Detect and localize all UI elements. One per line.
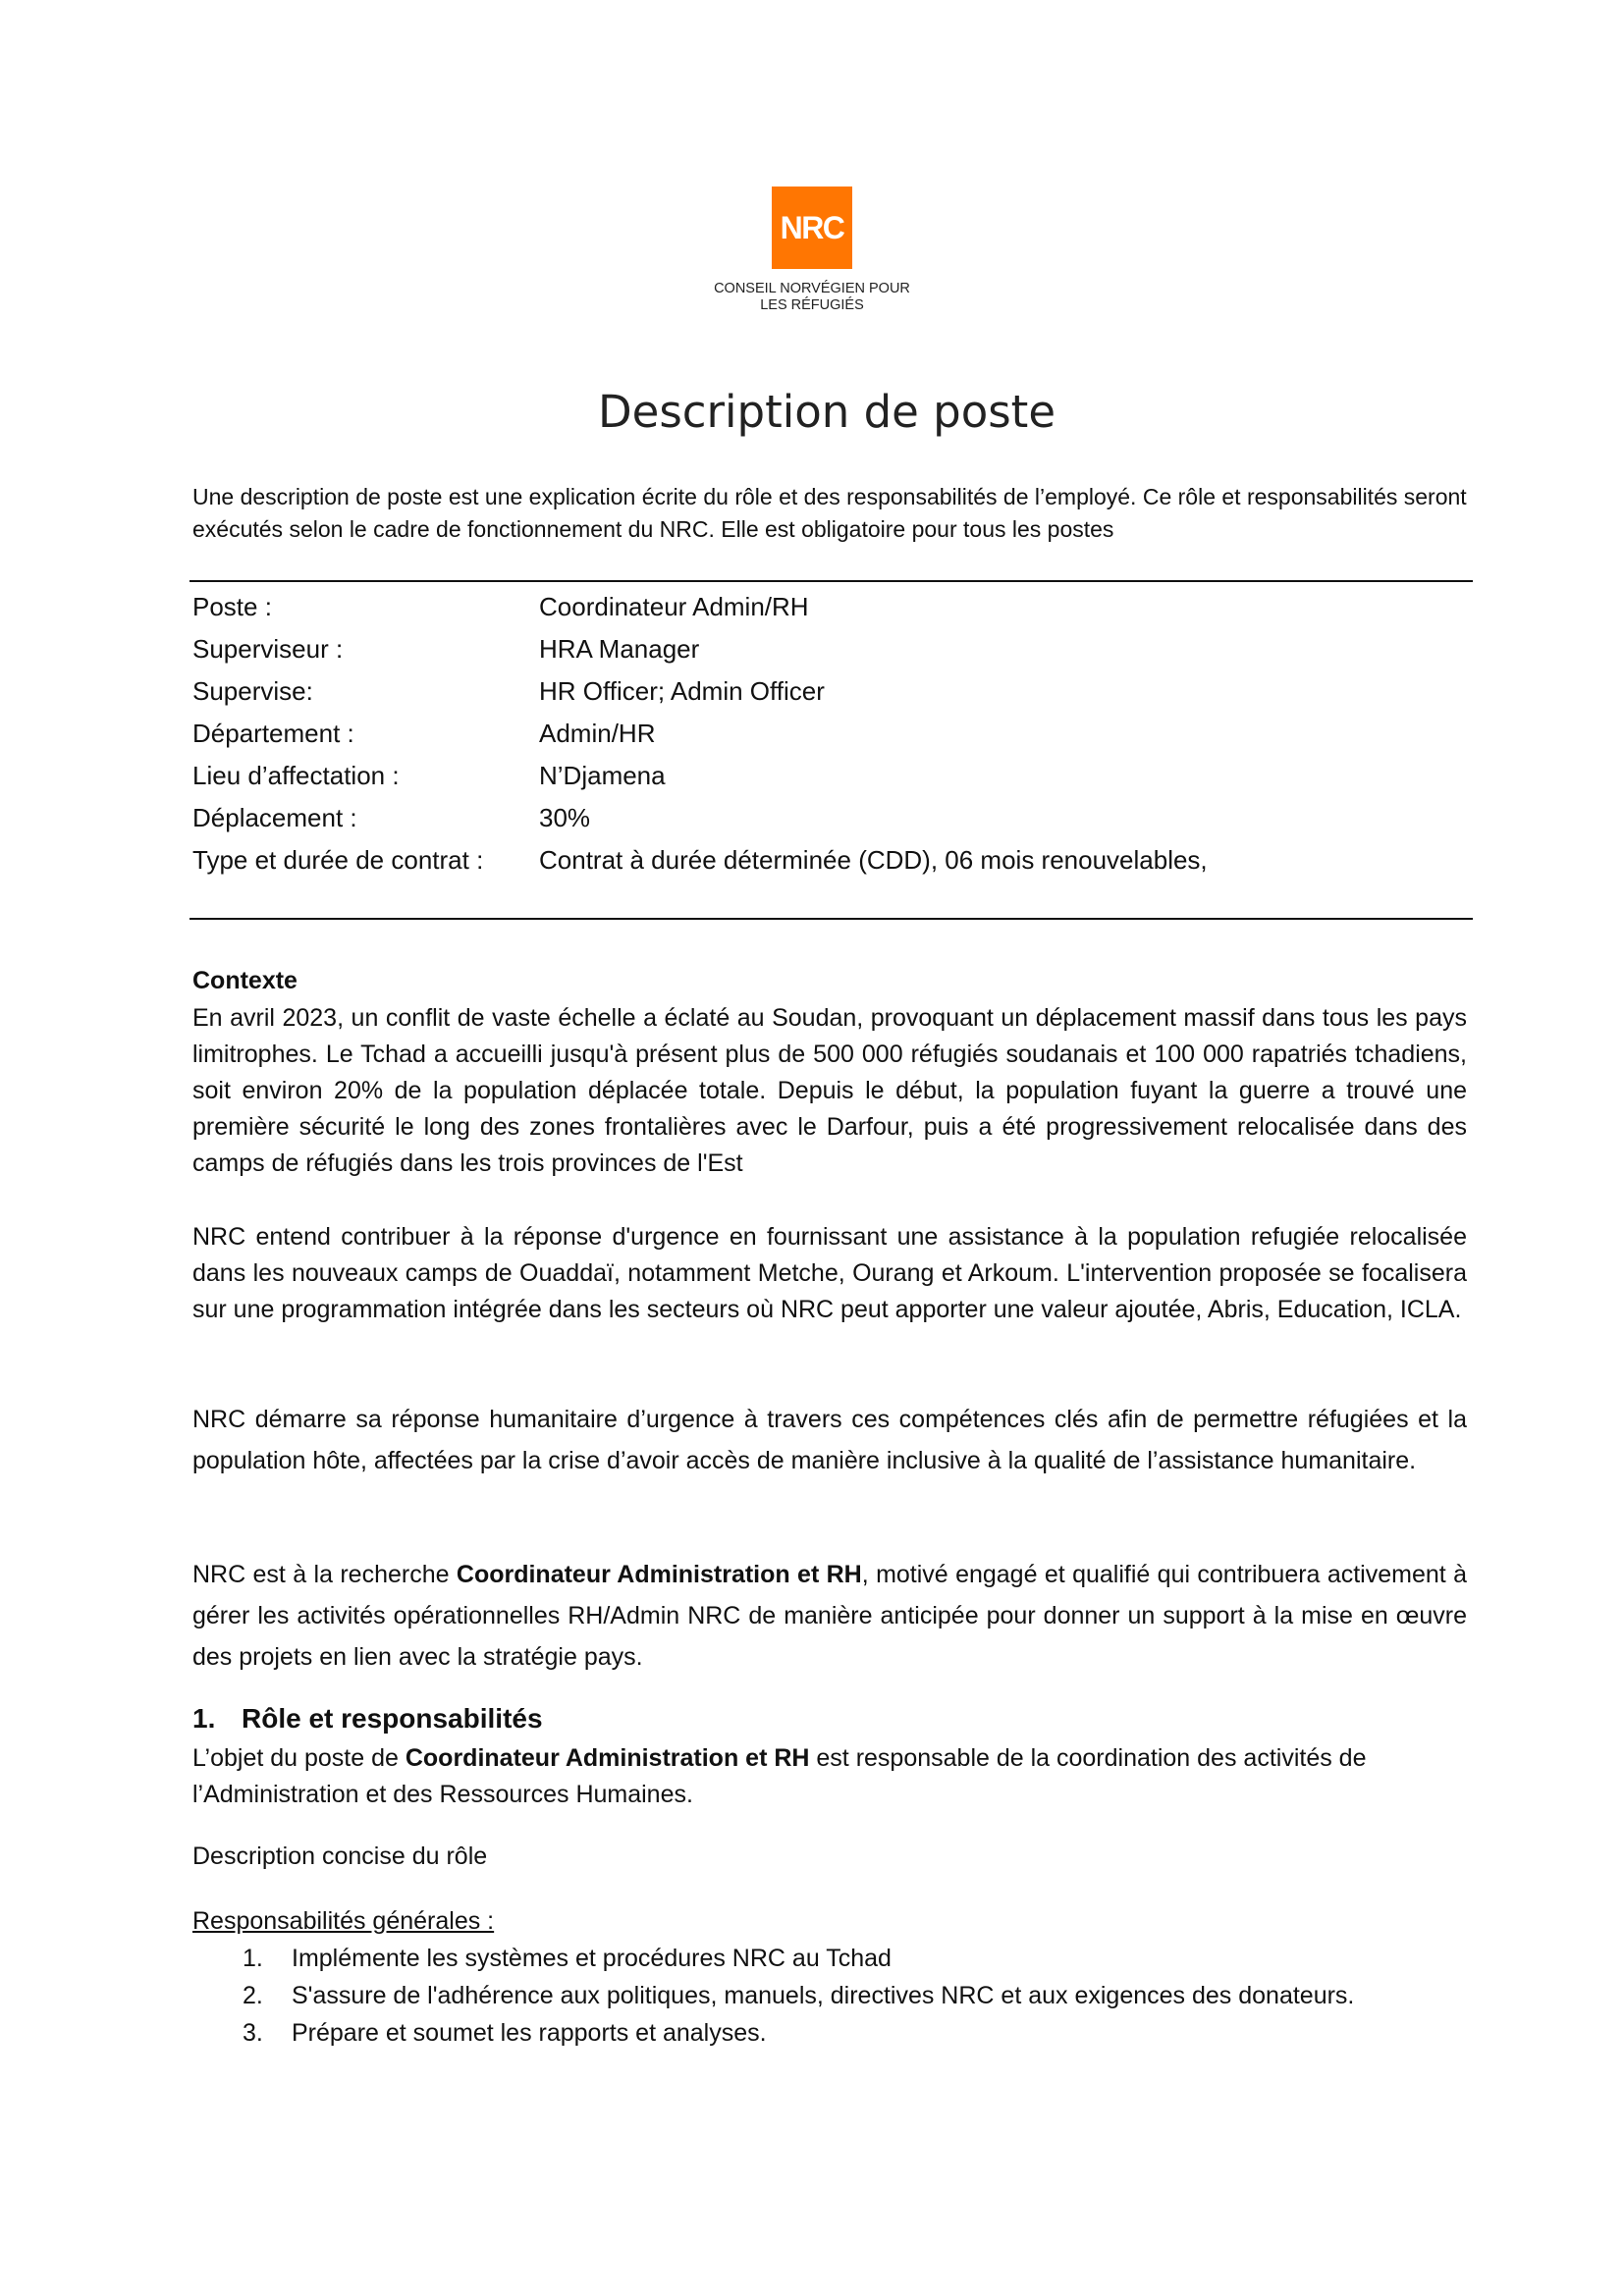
section-number: 1. <box>192 1703 216 1734</box>
concise-role-label: Description concise du rôle <box>192 1842 488 1870</box>
job-info-table <box>192 586 1208 881</box>
info-row <box>192 797 1208 839</box>
section-paragraph <box>192 1740 1467 1813</box>
context-p4-text: NRC est à la recherche <box>192 1561 457 1588</box>
context-p4-text: , motivé engagé et qualifié qui contribuera activement à gérer les activités opérationnelles RH/Admin NRC de manière anticipée pour donner un support à la mise en œuvre des projets en lien avec la stratégie pays. <box>192 1561 1467 1671</box>
info-row <box>192 755 1208 797</box>
list-item-number: 3. <box>243 2019 263 2047</box>
context-paragraph-1: En avril 2023, un conflit de vaste échelle a éclaté au Soudan, provoquant un déplacement massif dans tous les pays limitrophes. Le Tchad a accueilli jusqu'à présent plus de 500 000 réfugiés soudanais et 100 000 rapatriés tchadiens, soit environ 20% de la population déplacée totale. Depuis le début, la population fuyant la guerre a trouvé une première sécurité le long des zones frontalières avec le Darfour, puis a été progressivement relocalisée dans des camps de réfugiés dans les trois provinces de l'Est <box>192 1004 1467 1177</box>
divider-top <box>189 580 1473 582</box>
info-value: 30% <box>539 803 591 832</box>
context-paragraph-3: NRC démarre sa réponse humanitaire d’urgence à travers ces compétences clés afin de permettre réfugiées et la population hôte, affectées par la crise d’avoir accès de manière inclusive à la qualité de l’assistance humanitaire. <box>192 1406 1467 1474</box>
section-p-text: L’objet du poste de <box>192 1744 406 1772</box>
info-label: Département : <box>192 719 354 748</box>
nrc-logo-mark <box>772 187 852 269</box>
info-row <box>192 586 1208 628</box>
info-value: Admin/HR <box>539 719 656 748</box>
info-row <box>192 713 1208 755</box>
responsibilities-heading: Responsabilités générales : <box>192 1907 495 1935</box>
context-paragraph-2: NRC entend contribuer à la réponse d'urgence en fournissant une assistance à la population refugiée relocalisée dans les nouveaux camps de Ouaddaï, notamment Metche, Ourang et Arkoum. L'intervention proposée se focalisera sur une programmation intégrée dans les secteurs où NRC peut apporter une valeur ajoutée, Abris, Education, ICLA. <box>192 1223 1467 1323</box>
list-item-text: Prépare et soumet les rapports et analyses. <box>292 2019 767 2047</box>
context-p4-bold: Coordinateur Administration et RH <box>456 1561 862 1588</box>
info-row <box>192 670 1208 713</box>
info-label: Type et durée de contrat : <box>192 845 484 875</box>
divider-bottom <box>189 918 1473 920</box>
list-item-text: S'assure de l'adhérence aux politiques, manuels, directives NRC et aux exigences des donateurs. <box>292 1982 1355 2009</box>
info-row <box>192 839 1208 881</box>
info-label: Lieu d’affectation : <box>192 761 400 790</box>
info-label: Superviseur : <box>192 634 344 664</box>
list-item <box>243 2014 1354 2052</box>
logo-subtitle-line2: LES RÉFUGIÉS <box>760 297 864 313</box>
list-item <box>243 1940 1354 1977</box>
list-item-number: 1. <box>243 1945 263 1972</box>
list-item <box>243 1977 1354 2014</box>
logo-subtitle-line1: CONSEIL NORVÉGIEN POUR <box>714 281 910 296</box>
section-title: Rôle et responsabilités <box>242 1703 543 1734</box>
info-value: Coordinateur Admin/RH <box>539 592 809 621</box>
intro-paragraph: Une description de poste est une explication écrite du rôle et des responsabilités de l’employé. Ce rôle et responsabilités seront exécutés selon le cadre de fonctionnement du NRC. Elle est obligatoire pour tous les postes <box>192 484 1467 542</box>
list-item-text: Implémente les systèmes et procédures NRC au Tchad <box>292 1945 892 1972</box>
info-value: HRA Manager <box>539 634 700 664</box>
logo-subtitle <box>0 281 1624 314</box>
info-label: Déplacement : <box>192 803 357 832</box>
info-value: N’Djamena <box>539 761 666 790</box>
context-paragraph-4 <box>192 1554 1467 1678</box>
info-value: Contrat à durée déterminée (CDD), 06 mois renouvelables, <box>539 845 1208 875</box>
info-label: Poste : <box>192 592 272 621</box>
list-item-number: 2. <box>243 1982 263 2009</box>
section-p-text: est responsable de la coordination des activités de l’Administration et des Ressources Humaines. <box>192 1744 1367 1808</box>
logo-acronym: NRC <box>780 209 844 245</box>
section-heading <box>192 1702 1467 1735</box>
info-row <box>192 628 1208 670</box>
info-label: Supervise: <box>192 676 313 706</box>
nrc-logo <box>0 187 1624 314</box>
section-p-bold: Coordinateur Administration et RH <box>405 1744 810 1772</box>
context-heading: Contexte <box>192 967 298 994</box>
info-value: HR Officer; Admin Officer <box>539 676 825 706</box>
document-title: Description de poste <box>597 386 1056 438</box>
responsibilities-list <box>243 1940 1354 2052</box>
